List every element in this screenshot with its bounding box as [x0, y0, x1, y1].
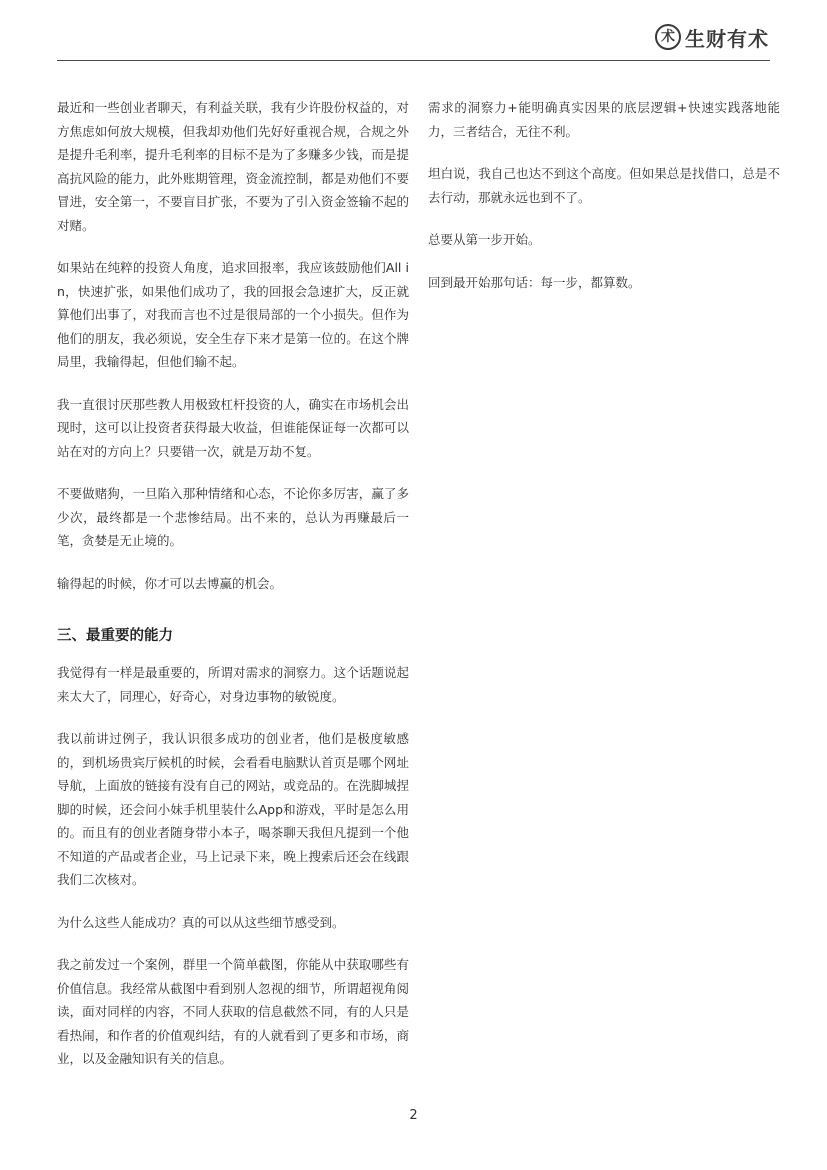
paragraph: 如果站在纯粹的投资人角度，追求回报率，我应该鼓励他们All in，快速扩张，如果他们成功了，我的回报会急速扩大，反正就算他们出事了，对我而言也不过是很局部的一个小损失。但作为他们的朋友，我必须说，安全生存下来才是第一位的。在这个牌局里，我输得起，但他们输不起。 [57, 260, 409, 369]
paragraph: 最近和一些创业者聊天，有利益关联，我有少许股份权益的，对方焦虑如何放大规模，但我却劝他们先好好重视合规，合规之外是提升毛利率，提升毛利率的目标不是为了多赚多少钱，而是提高抗风险的能力，此外账期管理，资金流控制，都是劝他们不要冒进，安全第一，不要盲目扩张，不要为了引入资金签输不起的对赌。 [57, 100, 409, 233]
paragraph: 回到最开始那句话：每一步，都算数。 [428, 274, 641, 290]
page-number: 2 [409, 1108, 418, 1123]
section-heading: 三、最重要的能力 [57, 628, 173, 644]
paragraph: 为什么这些人能成功？真的可以从这些细节感受到。 [57, 914, 345, 930]
brand-logo-icon: 术 [655, 24, 681, 50]
paragraph: 输得起的时候，你才可以去博赢的机会。 [57, 575, 283, 591]
paragraph: 我之前发过一个案例，群里一个简单截图，你能从中获取哪些有价值信息。我经常从截图中看到别人忽视的细节，所谓超视角阅读，面对同样的内容，不同人获取的信息截然不同，有的人只是看热闹，和作者的价值观纠结，有的人就看到了更多和市场，商业，以及金融知识有关的信息。 [57, 957, 409, 1066]
left-column [57, 96, 409, 1090]
paragraph: 总要从第一步开始。 [428, 232, 541, 247]
page-header [0, 0, 827, 62]
right-column [428, 96, 780, 313]
paragraph: 坦白说，我自己也达不到这个高度。但如果总是找借口，总是不去行动，那就永远也到不了。 [428, 166, 780, 205]
brand-logo [655, 22, 769, 52]
paragraph: 不要做赌狗，一旦陷入那种情绪和心态，不论你多厉害，赢了多少次，最终都是一个悲惨结局。出不来的，总认为再赚最后一笔，贪婪是无止境的。 [57, 486, 409, 548]
header-divider [57, 60, 770, 61]
paragraph: 我觉得有一样是最重要的，所谓对需求的洞察力。这个话题说起来太大了，同理心，好奇心，对身边事物的敏锐度。 [57, 665, 409, 704]
paragraph: 我一直很讨厌那些教人用极致杠杆投资的人，确实在市场机会出现时，这可以让投资者获得最大收益，但谁能保证每一次都可以站在对的方向上？只要错一次，就是万劫不复。 [57, 396, 409, 459]
paragraph: 需求的洞察力+能明确真实因果的底层逻辑+快速实践落地能力，三者结合，无往不利。 [428, 100, 780, 139]
brand-logo-text: 生财有术 [685, 26, 769, 51]
paragraph: 我以前讲过例子，我认识很多成功的创业者，他们是极度敏感的，到机场贵宾厅候机的时候，会看看电脑默认首页是哪个网址导航，上面放的链接有没有自己的网站，或竞品的。在洗脚城捏脚的时候，还会问小妹手机里装什么App和游戏，平时是怎么用的。而且有的创业者随身带小本子，喝茶聊天我但凡提到一个他不知道的产品或者企业，马上记录下来，晚上搜索后还会在线跟我们二次核对。 [57, 731, 409, 887]
